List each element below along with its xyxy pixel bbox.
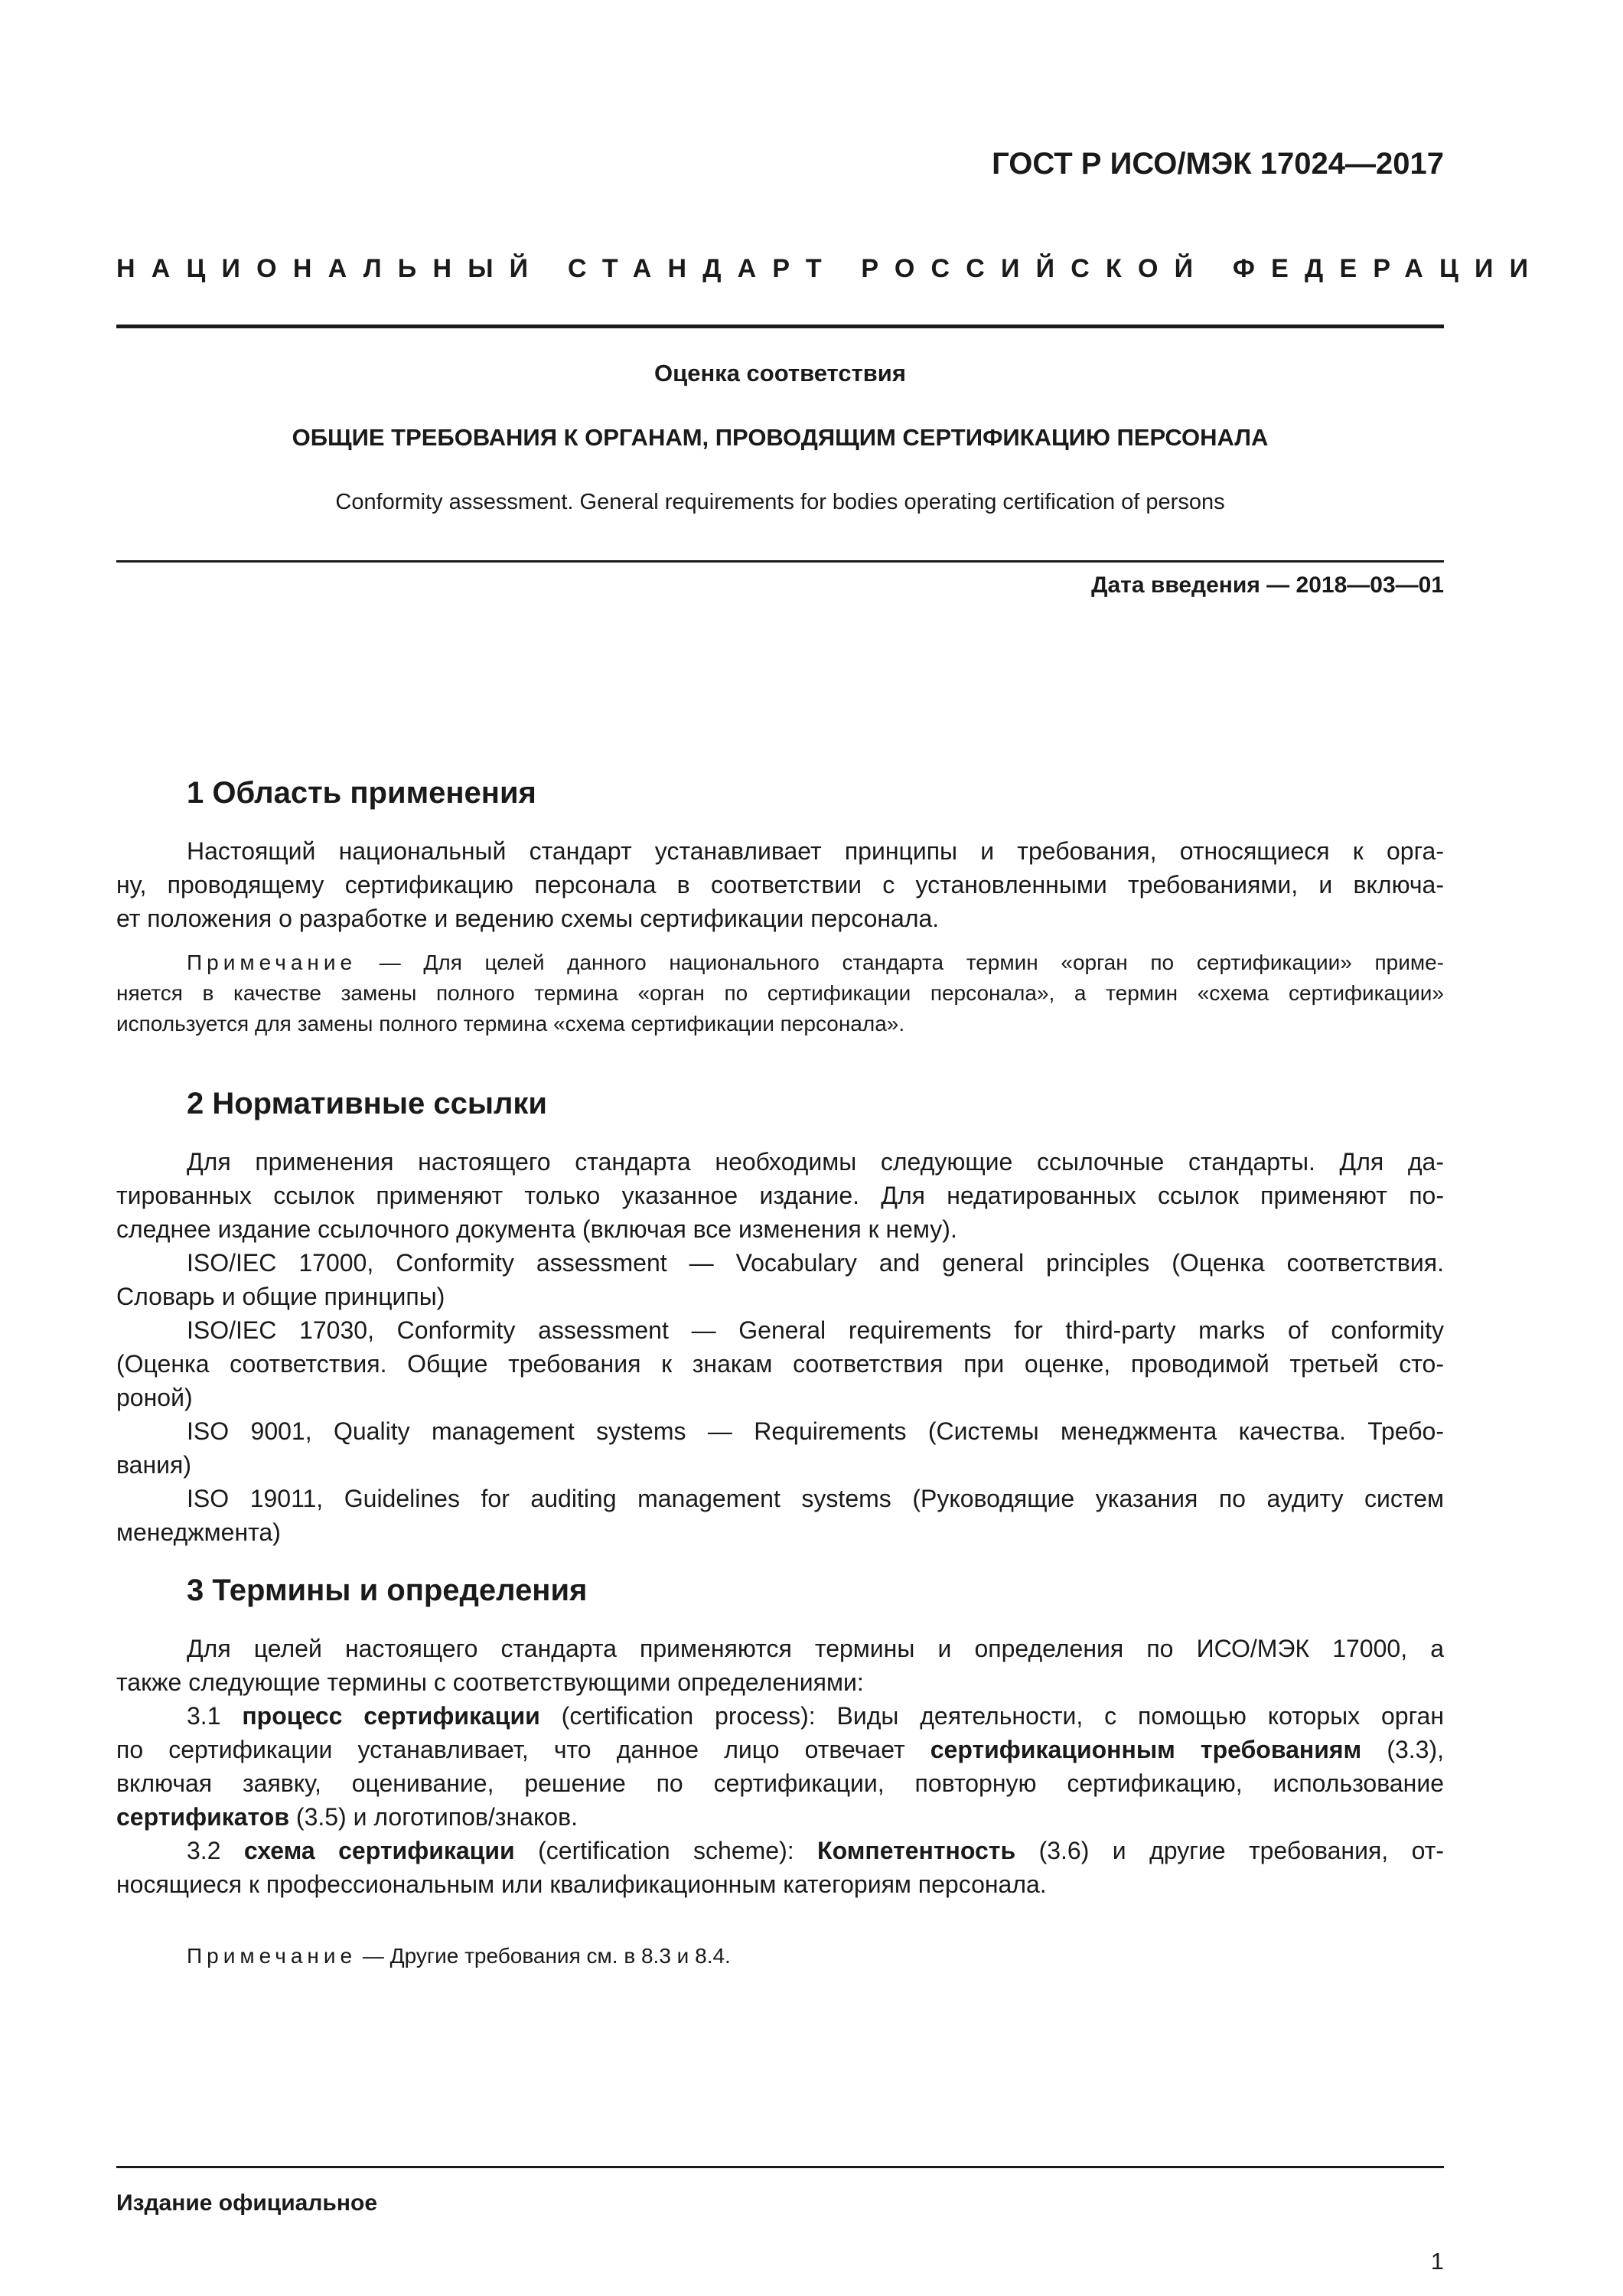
reference-line: ISO/IEC 17030, Conformity assessment — General requirements for third-party marks of conformity [187,1316,1444,1344]
footer-divider [116,2166,1444,2168]
header-divider [116,325,1444,328]
section-1-note [116,947,1444,1039]
section-1-paragraph [116,834,1444,935]
note-label: Примечание [187,1944,357,1968]
document-number: ГОСТ Р ИСО/МЭК 17024—2017 [992,147,1444,181]
term-line [116,1800,1444,1834]
page-number: 1 [1430,2248,1444,2275]
subject-title: Оценка соответствия [654,360,906,386]
main-title-en: Conformity assessment. General requirements for bodies operating certification of persons [335,490,1225,514]
text-line: Для применения настоящего стандарта необходимы следующие ссылочные стандарты. Для да- [187,1148,1444,1176]
note-text: — Другие требования см. в 8.3 и 8.4. [357,1944,731,1968]
term-number: 3.1 [187,1702,243,1730]
official-edition-label: Издание официальное [116,2190,378,2216]
term-line: включая заявку, оценивание, решение по сертификации, повторную сертификацию, использование [116,1769,1444,1797]
section-2-heading: 2 Нормативные ссылки [187,1087,548,1120]
term-definition: (certification process): Виды деятельности, с помощью которых орган [539,1702,1445,1730]
reference-line: роной) [116,1384,193,1411]
text-line: ет положения о разработке и ведению схемы сертификации персонала. [116,905,940,932]
reference-line: ISO/IEC 17000, Conformity assessment — Vocabulary and general principles (Оценка соответствия. [187,1249,1444,1277]
section-3-note [116,1941,1444,1971]
standard-type-heading: НАЦИОНАЛЬНЫЙ СТАНДАРТ РОССИЙСКОЙ ФЕДЕРАЦИИ [116,254,1545,283]
note-label: Примечание [187,951,357,974]
reference-line: менеджмента) [116,1518,281,1546]
term-reference: сертификационным требованиям [930,1736,1362,1763]
section-1-heading: 1 Область применения [187,776,536,810]
main-title-ru: ОБЩИЕ ТРЕБОВАНИЯ К ОРГАНАМ, ПРОВОДЯЩИМ СЕРТИФИКАЦИЮ ПЕРСОНАЛА [292,424,1269,451]
text-line: тированных ссылок применяют только указанное издание. Для недатированных ссылок применяют по- [116,1182,1444,1209]
text-line: следнее издание ссылочного документа (включая все изменения к нему). [116,1215,957,1243]
term-name: процесс сертификации [242,1702,540,1730]
term-definition: (3.6) и другие требования, от- [1015,1837,1444,1864]
note-line [116,947,1444,978]
section-2-paragraph [116,1145,1444,1549]
reference-line: вания) [116,1451,191,1479]
term-definition: (3.5) и логотипов/знаков. [289,1803,578,1831]
note-line: няется в качестве замены полного термина «орган по сертификации персонала», а термин «схема сертификации» [116,981,1444,1005]
reference-line: ISO 9001, Quality management systems — Requirements (Системы менеджмента качества. Требо- [187,1417,1444,1445]
section-3-paragraph [116,1632,1444,1901]
note-text: — Для целей данного национального стандарта термин «орган по сертификации» приме- [357,951,1444,974]
reference-line: (Оценка соответствия. Общие требования к знакам соответствия при оценке, проводимой третьей сто- [116,1350,1444,1378]
text-line: Для целей настоящего стандарта применяются термины и определения по ИСО/МЭК 17000, а [187,1635,1444,1662]
note-line [116,1941,1444,1971]
term-line: носящиеся к профессиональным или квалификационным категориям персонала. [116,1870,1047,1898]
note-line: используется для замены полного термина «схема сертификации персонала». [116,1012,905,1035]
term-definition: (certification scheme): [514,1837,818,1864]
text-line: Настоящий национальный стандарт устанавливает принципы и требования, относящиеся к орга- [187,837,1444,865]
term-line [116,1733,1444,1766]
term-reference: сертификатов [116,1803,290,1831]
introduction-date: Дата введения — 2018—03—01 [1091,572,1444,598]
term-definition: (3.3), [1361,1736,1445,1763]
text-line: ну, проводящему сертификацию персонала в соответствии с установленными требованиями, и включа- [116,871,1444,899]
term-number: 3.2 [187,1837,244,1864]
term-line [116,1834,1444,1867]
term-reference: Компетентность [817,1837,1016,1864]
title-divider [116,560,1444,563]
section-3-heading: 3 Термины и определения [187,1574,588,1607]
text-line: также следующие термины с соответствующими определениями: [116,1668,864,1696]
term-line [116,1699,1444,1733]
term-name: схема сертификации [243,1837,515,1864]
reference-line: Словарь и общие принципы) [116,1283,445,1310]
reference-line: ISO 19011, Guidelines for auditing management systems (Руководящие указания по аудиту систем [187,1485,1444,1512]
term-definition: по сертификации устанавливает, что данное лицо отвечает [116,1736,930,1763]
